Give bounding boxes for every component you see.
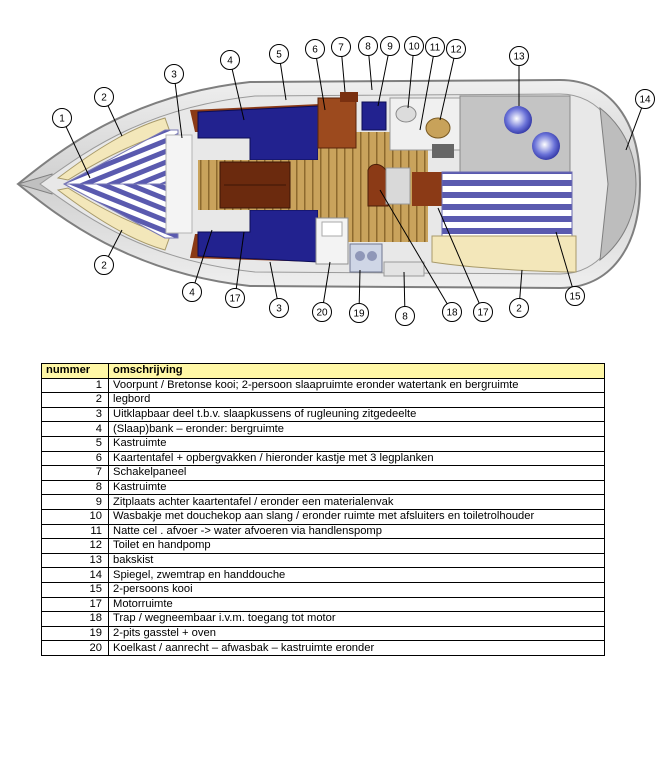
callout-number: 11 [429,42,441,54]
legend-description: Zitplaats achter kaartentafel / eronder een materialenvak [109,495,605,510]
callout-number: 9 [387,41,393,53]
callout-number: 20 [316,307,328,319]
saloon-table [220,162,290,208]
callout-number: 2 [101,260,107,272]
navigator-seat [362,102,386,130]
fold-out-section [166,135,192,233]
legend-number: 3 [42,407,109,422]
legend-number: 18 [42,612,109,627]
callout-number: 8 [365,41,371,53]
legend-row [42,407,605,422]
legend-description: Toilet en handpomp [109,539,605,554]
legend-row [42,626,605,641]
callout-number: 4 [189,287,195,299]
legend-table [41,363,605,656]
callout-number: 4 [227,55,233,67]
legend-description: Uitklapbaar deel t.b.v. slaapkussens of rugleuning zitgedeelte [109,407,605,422]
legend-number: 1 [42,378,109,393]
legend-number: 19 [42,626,109,641]
boat-layout-diagram [0,0,668,345]
callout-number: 10 [408,41,420,53]
callout-number: 12 [450,44,462,56]
callout-number: 17 [477,307,489,319]
legend-row [42,422,605,437]
legend-description: Kaartentafel + opbergvakken / hieronder kastje met 3 legplanken [109,451,605,466]
legend-description: Schakelpaneel [109,466,605,481]
callout-number: 6 [312,44,318,56]
engine-cover [386,168,410,204]
legend-header-description: omschrijving [109,364,605,379]
legend-description: Koelkast / aanrecht – afwasbak – kastruimte eronder [109,641,605,656]
legend-row [42,612,605,627]
legend-description: Motorruimte [109,597,605,612]
callout-number: 2 [516,303,522,315]
legend-description: legbord [109,393,605,408]
legend-number: 8 [42,480,109,495]
legend-row [42,539,605,554]
legend-number: 17 [42,597,109,612]
legend-description: Voorpunt / Bretonse kooi; 2-persoon slaapruimte eronder watertank en bergruimte [109,378,605,393]
legend-number: 14 [42,568,109,583]
legend-row [42,393,605,408]
legend-number: 7 [42,466,109,481]
legend-header-number: nummer [42,364,109,379]
legend-row [42,480,605,495]
callout-number: 3 [276,303,282,315]
legend-row [42,466,605,481]
legend-number: 12 [42,539,109,554]
legend-row [42,641,605,656]
legend-description: Kastruimte [109,480,605,495]
callout-number: 17 [229,293,241,305]
legend-row [42,509,605,524]
callout-number: 13 [513,51,525,63]
legend-description: Trap / wegneembaar i.v.m. toegang tot motor [109,612,605,627]
callout-number: 8 [402,311,408,323]
callout-number: 1 [59,113,65,125]
callout-number: 5 [276,49,282,61]
callout-number: 15 [569,291,581,303]
legend-number: 6 [42,451,109,466]
legend-description: Kastruimte [109,436,605,451]
chart-table [318,98,356,148]
legend-row [42,436,605,451]
legend-row [42,495,605,510]
companionway-stairs [368,164,388,206]
heads-compartment [390,98,460,158]
cockpit-lockers [460,96,570,176]
legend-description: Wasbakje met douchekop aan slang / eronder ruimte met afsluiters en toiletrolhouder [109,509,605,524]
legend-number: 4 [42,422,109,437]
legend-description: Natte cel . afvoer -> water afvoeren via handlenspomp [109,524,605,539]
callout-number: 14 [639,94,651,106]
legend-row [42,451,605,466]
legend-description: bakskist [109,553,605,568]
legend-number: 13 [42,553,109,568]
callout-number: 18 [446,307,458,319]
legend-number: 9 [42,495,109,510]
legend-description: (Slaap)bank – eronder: bergruimte [109,422,605,437]
legend-number: 20 [42,641,109,656]
legend-row [42,553,605,568]
legend-number: 2 [42,393,109,408]
legend-number: 5 [42,436,109,451]
legend-row [42,597,605,612]
legend-description: Spiegel, zwemtrap en handdouche [109,568,605,583]
legend-row [42,378,605,393]
callout-number: 3 [171,69,177,81]
legend-row [42,582,605,597]
legend-description: 2-persoons kooi [109,582,605,597]
legend-number: 10 [42,509,109,524]
switch-panel [340,92,358,102]
legend-header-row [42,364,605,379]
callout-number: 7 [338,42,344,54]
callout-number: 2 [101,92,107,104]
legend-row [42,524,605,539]
legend-number: 15 [42,582,109,597]
legend-row [42,568,605,583]
legend-description: 2-pits gasstel + oven [109,626,605,641]
callout-number: 19 [353,308,365,320]
legend-number: 11 [42,524,109,539]
